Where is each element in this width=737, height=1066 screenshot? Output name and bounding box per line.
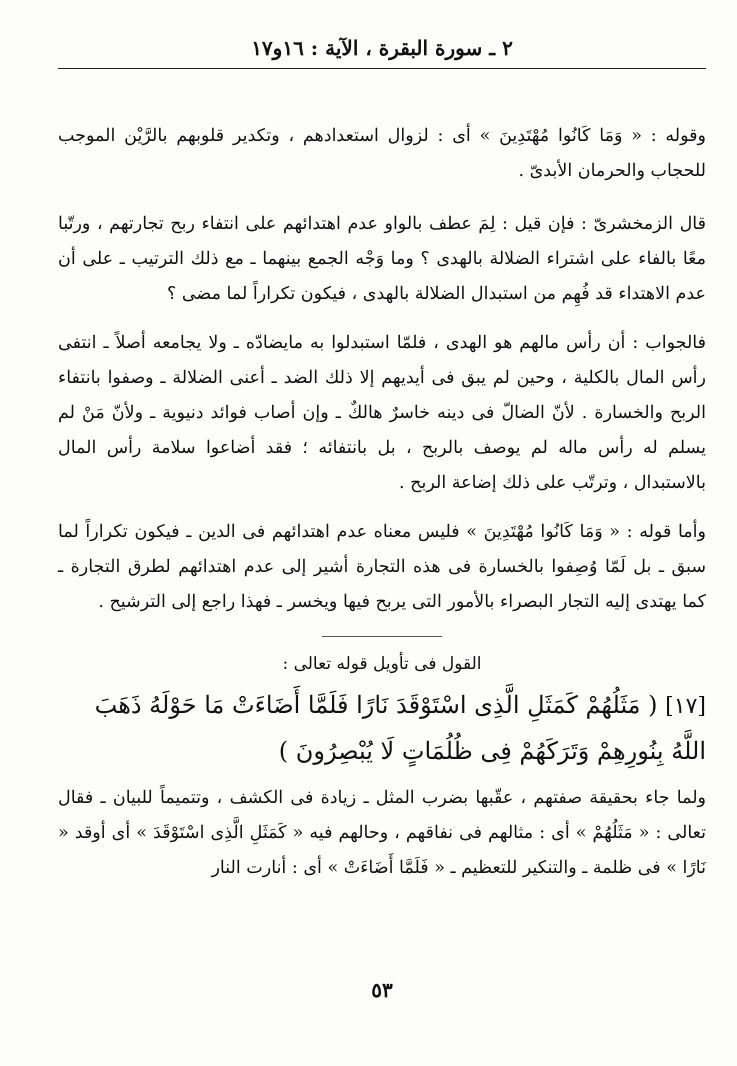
paragraph-3: فالجواب : أن رأس مالهم هو الهدى ، فلمّا استبدلوا به مايضادّه ـ ولا يجامعه أصلاً ـ انتفى رأس المال بالكلية ، وحين لم يبق فى أيديهم إلا ذلك الضد ـ أعنى الضلالة ـ وصفوا بانتفاء الربح والخسارة . لأنّ الضالّ فى دينه خاسرٌ هالكٌ ـ وإن أصاب فوائد دنيوية ـ ولأنّ مَنْ لم يسلم له رأس ماله لم يوصف بالربح ، بل بانتفائه ؛ فقد أضاعوا سلامة رأس المال بالاستبدال ، وترتّب على ذلك إضاعة الربح . [58,333,706,493]
quran-verse [58,683,706,773]
running-header [58,28,706,69]
verse-number: [١٧] [665,694,706,719]
paragraph-1: وقوله : « وَمَا كَانُوا مُهْتَدِينَ » أى : لزوال استعدادهم ، وتكدير قلوبهم بالرَّيْن الموجب للحجاب والحرمان الأبدىّ . [58,126,706,181]
running-title: ٢ ـ سورة البقرة ، الآية : ١٦و١٧ [251,36,513,60]
section-title: القول فى تأويل قوله تعالى : [282,654,482,674]
commentary-paragraph: ولما جاء بحقيقة صفتهم ، عقّبها بضرب المثل ـ زيادة فى الكشف ، وتتميماً للبيان ـ فقال تعالى : « مَثَلُهُمْ » أى : مثالهم فى نفاقهم ، وحالهم فيه « كَمَثَلِ الَّذِى اسْتَوْقَدَ » أى أوقد « نَارًا » فى ظلمة ـ والتنكير للتعظيم ـ « فَلَمَّا أَضَاءَتْ » أى : أنارت النار [58,788,706,878]
section-divider [322,636,442,637]
paragraph-4: وأما قوله : « وَمَا كَانُوا مُهْتَدِينَ » فليس معناه عدم اهتدائهم فى الدين ـ فيكون تكراراً لما سبق ـ بل لَمّا وُصِفوا بالخسارة فى هذه التجارة أشير إلى عدم اهتدائهم لطرق التجارة ـ كما يهتدى إليه التجار البصراء بالأمور التى يربح فيها ويخسر ـ فهذا راجع إلى الترشيح . [58,522,706,612]
verse-text: ( مَثَلُهُمْ كَمَثَلِ الَّذِى اسْتَوْقَدَ نَارًا فَلَمَّا أَضَاءَتْ مَا حَوْلَهُ ذَهَبَ اللَّهُ بِنُورِهِمْ وَتَرَكَهُمْ فِى ظُلُمَاتٍ لَا يُبْصِرُونَ ) [94,691,706,765]
document-page [58,28,706,1048]
page-number: ٥٣ [371,978,393,1002]
paragraph-2: قال الزمخشرىّ : فإن قيل : لِمَ عطف بالواو عدم اهتدائهم على انتفاء ربح تجارتهم ، ورتّبا معًا بالفاء على اشتراء الضلالة بالهدى ؟ وما وَجْه الجمع بينهما ـ مع ذلك الترتيب ـ على أن عدم الاهتداء قد فُهِم من استبدال الضلالة بالهدى ، فيكون تكراراً لما مضى ؟ [58,214,706,304]
